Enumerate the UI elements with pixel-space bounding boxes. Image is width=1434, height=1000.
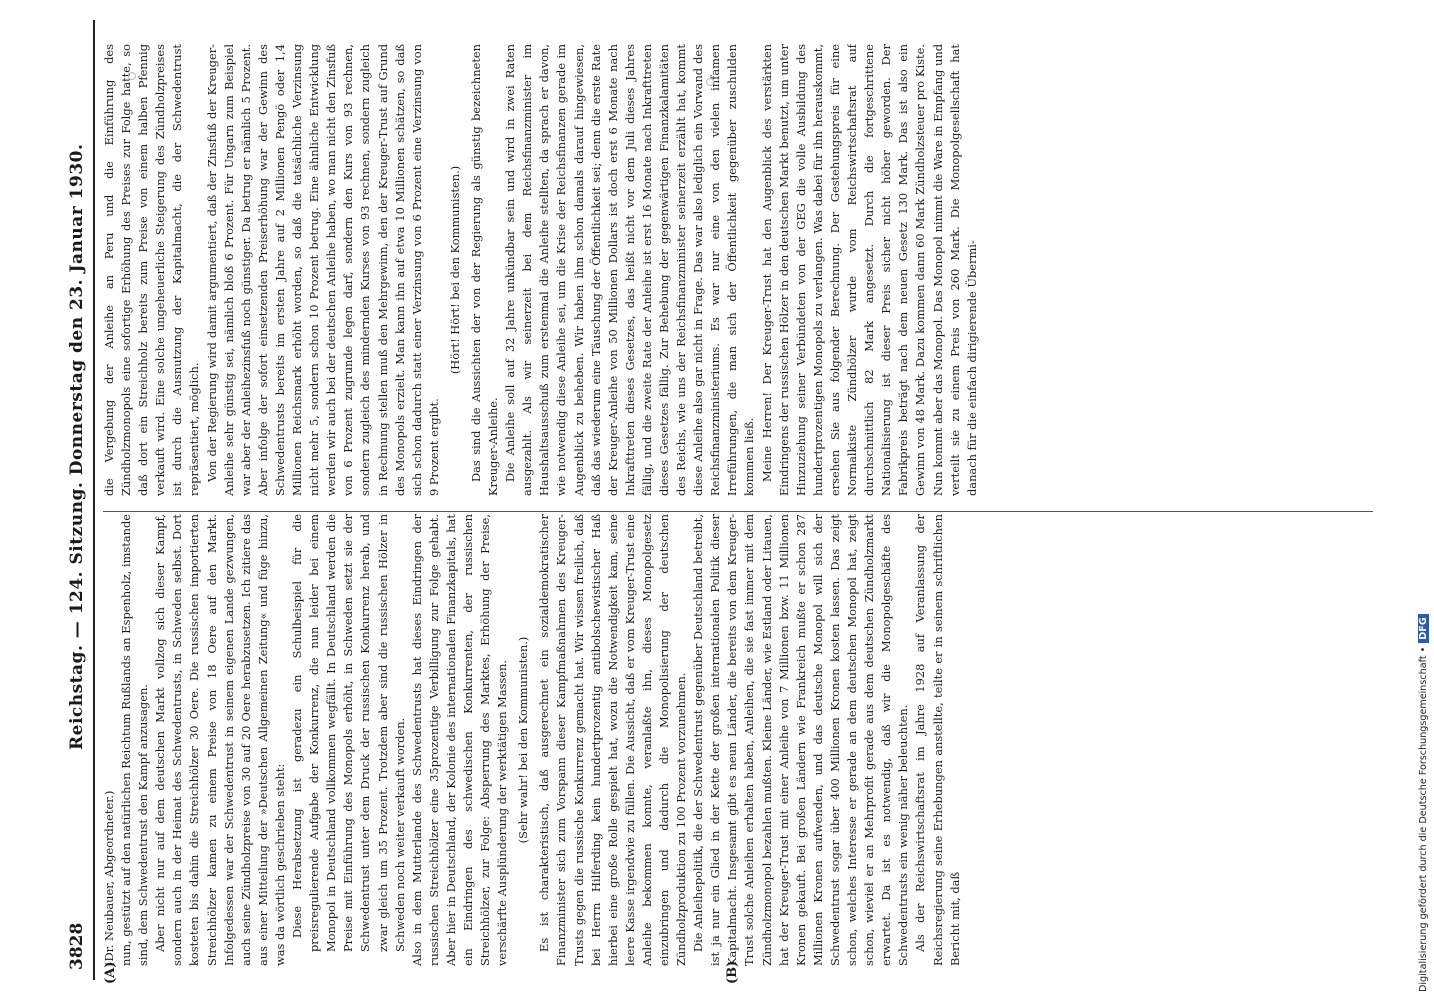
dfg-logo: DFG	[1418, 614, 1429, 642]
paragraph: Die Anleihepolitik, die der Schwedentrust gegenüber Deutschland betreibt, ist ja nur ein Glied in der Kette der großen internationalen Politik dieser Kapitalmacht. Insgesamt gibt es neun Länder, die bereits von dem Kreuger-Trust solche Anleihen erhalten haben, Anleihen, die sie fast immer mit dem Zündholzmonopol bezahlen mußten. Kleine Länder, wie Estland oder Litauen, hat der Kreuger-Trust mit einer Anleihe von 7 Millionen bzw. 11 Millionen Kronen gekauft. Bei großen Ländern wie Frankreich mußte er schon 287 Millionen Kronen aufwenden, und das deutsche Monopol will sich der Schwedentrust sogar über 400 Millionen Kronen kosten lassen. Das zeigt schon, welches Interesse er gerade an dem deutschen Monopol hat, zeigt schon, wieviel er an Mehrprofit gerade aus dem deutschen Zündholzmarkt erwartet. Da ist es notwendig, daß wir die Monopolgeschäfte des Schwedentrusts ein wenig näher beleuchten.	[691, 514, 911, 966]
scan-speck	[706, 78, 714, 86]
paragraph: Das sind die Aussichten der von der Regierung als günstig bezeichneten Kreuger-Anleihe.	[468, 44, 501, 496]
paragraph: Von der Regierung wird damit argumentiert, daß der Zinsfuß der Kreuger-Anleihe sehr günstig sei, nämlich bloß 6 Prozent. Für Ungarn zum Beispiel war aber der Anleihezinsfuß noch günstiger. Da betrug er nämlich 5 Prozent. Aber infolge der sofort einsetzenden Preiserhöhung war der Gewinn des Schwedentrusts bereits im ersten Jahre auf 2 Millionen Pengö oder 1,4 Millionen Reichsmark erhöht worden, so daß die tatsächliche Verzinsung nicht mehr 5, sondern schon 10 Prozent betrug. Eine ähnliche Entwicklung werden wir auch bei der deutschen Anleihe haben, wo man nicht den Zinsfuß von 6 Prozent zugrunde legen darf, sondern den Kurs von 93 rechnen, sondern zugleich des mindernden Kurses von 93 rechnen, sondern zugleich in Rechnung stellen muß den Mehrgewinn, den der Kreuger-Trust auf Grund des Monopols erzielt. Man kann ihn auf etwa 10 Millionen schätzen, so daß sich schon dadurch statt einer Verzinsung von 6 Prozent eine Verzinsung von 9 Prozent ergibt.	[204, 44, 441, 496]
quotation: Diese Herabsetzung ist geradezu ein Schulbeispiel für die preisregulierende Aufgabe der Konkurrenz, die nun leider bei einem Monopol in Deutschland vollkommen wegfällt. In Deutschland werden die Preise mit Einführung des Monopols erhöht, in Schweden setzt sie der Schwedentrust unter dem Druck der russischen Konkurrenz herab, und zwar gleich um 35 Prozent. Trotzdem aber sind die russischen Hölzer in Schweden noch weiter verkauft worden.	[290, 514, 407, 952]
digitization-credit	[1418, 614, 1429, 992]
margin-mark-a: (A)	[103, 961, 118, 984]
interjection: (Hört! Hört! bei den Kommunisten.)	[447, 165, 462, 375]
right-column	[101, 44, 1376, 496]
margin-mark-b: (B)	[725, 960, 740, 984]
scan-speck	[128, 72, 136, 80]
paragraph: Es ist charakteristisch, daß ausgerechnet ein sozialdemokratischer Finanzminister sich zum Vorspann dieser Kampfmaßnahmen des Kreuger-Trusts gegen die russische Konkurrenz gemacht hat. Wir wissen freilich, daß bei Herrn Hilferding kein hundertprozentig antibolschewistischer Haß hierbei eine große Rolle gespielt hat, wozu die Notwendigkeit kam, seine leere Kasse irgendwie zu füllen. Die Aussicht, daß er vom Kreuger-Trust eine Anleihe bekommen konnte, veranlaßte ihn, dieses Monopolgesetz einzubringen und dadurch die Monopolisierung der deutschen Zündholzproduktion zu 100 Prozent vorzunehmen.	[537, 514, 689, 966]
credit-text: Digitalisierung gefördert durch die Deutsche Forschungsgemeinschaft •	[1418, 646, 1429, 992]
paragraph: Als der Reichswirtschaftsrat im Jahre 1928 auf Veranlassung der Reichsregierung seine Erhebungen anstellte, teilte er in seinem schriftlichen Bericht mit, daß	[913, 514, 962, 966]
page-number: 3828	[67, 922, 87, 970]
running-title: Reichstag. — 124. Sitzung. Donnerstag den 23. Januar 1930.	[67, 143, 87, 750]
paragraph: Aber nicht nur auf dem deutschen Markt vollzog sich dieser Kampf, sondern auch in der Heimat des Schwedentrusts, in Schweden selbst. Dort kosteten bis dahin die Streichhölzer 30 Oere. Die russischen importierten Streichhölzer kamen zu einem Preise von 18 Oere auf den Markt. Infolgedessen war der Schwedentrust in seinem eigenen Lande gezwungen, auch seine Zündholzpreise von 30 auf 20 Oere herabzusetzen. Ich zitiere das aus einer Mitteilung der »Deutschen Allgemeinen Zeitung« und füge hinzu, was da wörtlich geschrieben steht:	[153, 514, 287, 966]
paragraph: Die Anleihe soll auf 32 Jahre unkündbar sein und wird in zwei Raten ausgezahlt. Als wir seinerzeit bei dem Reichsfinanzminister im Haushaltsausschuß zum erstenmal die Anleihe stellten, da sprach er davon, wie notwendig diese Anleihe sei, um die Krise der Reichsfinanzen gerade im Augenblick zu beheben. Wir haben ihm schon damals darauf hingewiesen, daß das wiederum eine Täuschung der Öffentlichkeit sei; denn die erste Rate der Kreuger-Anleihe von 50 Millionen Dollars ist doch erst 6 Monate nach Inkrafttreten dieses Gesetzes, das heißt nicht vor dem Juli dieses Jahres fällig, und die zweite Rate der Anleihe ist erst 16 Monate nach Inkrafttreten dieses Gesetzes fällig. Zur Behebung der gegenwärtigen Finanzkalamitäten des Reichs, wie uns der Reichsfinanzminister seinerzeit erzählt hat, kommt diese Anleihe also gar nicht in Frage. Das war also lediglich ein Vorwand des Reichsfinanzministeriums. Es war nur eine von den vielen infamen Irreführungen, die man sich der Öffentlichkeit gegenüber zuschulden kommen ließ.	[503, 44, 757, 496]
paragraph: nun, gestützt auf den natürlichen Reichtum Rußlands an Espenholz, imstande sind, dem Schwedentrust den Kampf anzusagen.	[119, 514, 151, 966]
speaker-label: (Dr. Neubauer, Abgeordneter.)	[102, 790, 116, 966]
paragraph: Also in dem Mutterlande des Schwedentrusts hat dieses Eindringen der russischen Streichhölzer eine 35prozentige Verbilligung zur Folge gehabt. Aber hier in Deutschland, der Kolonie des internationalen Finanzkapitals, hat ein Eindringen des schwedischen Konkurrenten, der russischen Streichhölzer, zur Folge: Absperrung des Marktes, Erhöhung der Preise, verschärfte Ausplünderung der werktätigen Massen.	[409, 514, 510, 966]
left-column	[101, 514, 1376, 966]
page-header	[65, 20, 95, 980]
column-divider	[103, 511, 1373, 512]
paragraph: Meine Herren! Der Kreuger-Trust hat den Augenblick des verstärkten Eindringens der russischen Hölzer in den deutschen Markt benutzt, um unter Hinzuziehung seiner Verbündeten von der GEG die volle Ausbildung des hundertprozentigen Monopols zu verlangen. Was dabei für ihn herauskommt, ersehen Sie aus folgender Berechnung. Der Gestehungspreis für eine Normalkiste Zündhölzer wurde vom Reichswirtschaftsrat auf durchschnittlich 82 Mark angesetzt. Durch die fortgeschrittene Nationalisierung ist dieser Preis sicher nicht höher geworden. Der Fabrikpreis beträgt nach dem neuen Gesetz 130 Mark. Das ist also ein Gewinn von 48 Mark. Dazu kommen dann 60 Mark Zündholzsteuer pro Kiste. Nun kommt aber das Monopol. Das Monopol nimmt die Ware in Empfang und verteilt sie zu einem Preis von 260 Mark. Die Monopolgesellschaft hat danach für die einfach dirigierende Übermi-	[759, 44, 979, 496]
interjection: (Sehr wahr! bei den Kommunisten.)	[516, 636, 531, 844]
paragraph: die Vergebung der Anleihe an Peru und die Einführung des Zündholzmonopols eine sofortige Erhöhung des Preises zur Folge hatte, so daß dort ein Streichholz bereits zum Preise von einem halben Pfennig verkauft wird. Eine solche ungeheuerliche Steigerung des Zündholzpreises ist durch die Ausnutzung der Kapitalmacht, die der Schwedentrust repräsentiert, möglich.	[102, 44, 202, 496]
document-page	[65, 20, 1385, 984]
header-rule	[93, 20, 95, 980]
